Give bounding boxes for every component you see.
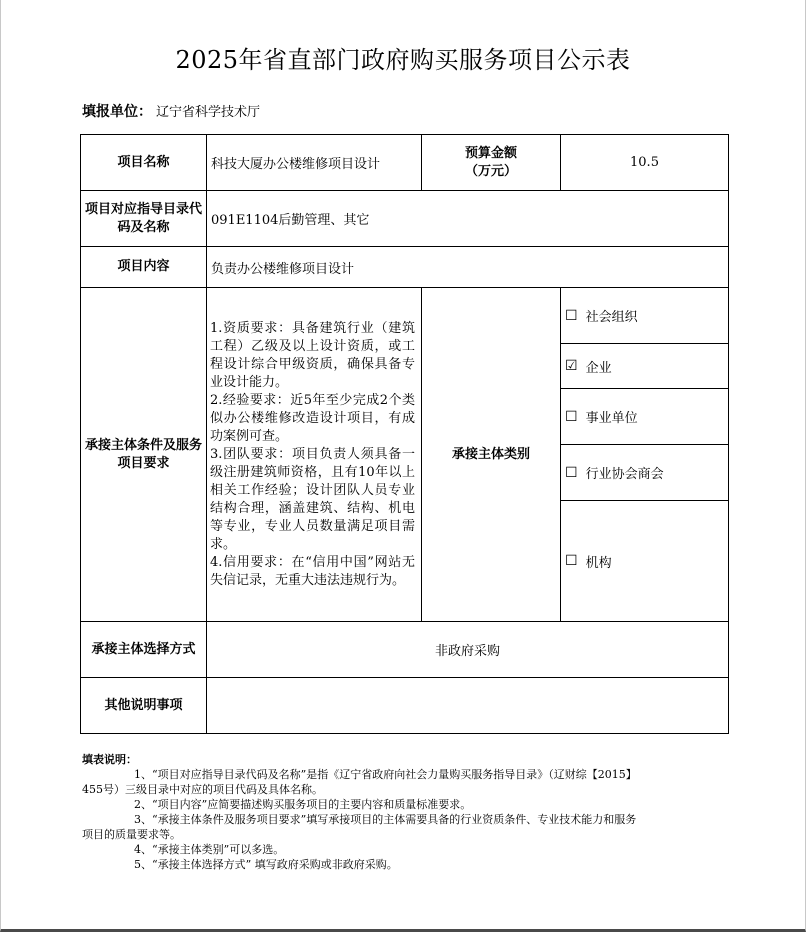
selection-value: 非政府采购 bbox=[207, 622, 729, 678]
row-other bbox=[81, 678, 729, 734]
project-name-label: 项目名称 bbox=[81, 135, 207, 191]
requirement-item: 3.团队要求：项目负责人须具备一级注册建筑师资格，且有10年以上相关工作经验；设计团队人员专业结构合理，涵盖建筑、结构、机电等专业，专业人员数量满足项目需求。 bbox=[210, 446, 415, 552]
selection-label: 承接主体选择方式 bbox=[81, 622, 207, 678]
requirement-item: 2.经验要求：近5年至少完成2个类似办公楼维修改造设计项目，有成功案例可查。 bbox=[210, 392, 415, 444]
page-title: 2025年省直部门政府购买服务项目公示表 bbox=[175, 46, 631, 74]
reporting-unit bbox=[82, 101, 260, 121]
instruction-1-cont: 455号）三级目录中对应的项目代码及具体名称。 bbox=[82, 783, 323, 796]
type-option-label: 企业 bbox=[585, 360, 612, 376]
type-option-social-org[interactable] bbox=[561, 288, 728, 344]
row-conditions bbox=[81, 288, 729, 622]
row-selection bbox=[81, 622, 729, 678]
instruction-5: 5、“承接主体选择方式” 填写政府采购或非政府采购。 bbox=[134, 858, 398, 871]
budget-label bbox=[422, 135, 561, 191]
reporting-unit-label: 填报单位： bbox=[82, 104, 152, 120]
checkbox-unchecked-icon[interactable]: ☐ bbox=[565, 408, 578, 425]
checkbox-unchecked-icon[interactable]: ☐ bbox=[565, 464, 578, 481]
reporting-unit-value: 辽宁省科学技术厅 bbox=[156, 105, 261, 120]
requirements-cell bbox=[207, 288, 422, 622]
instruction-3: 3、“承接主体条件及服务项目要求”填写承接项目的主体需要具备的行业资质条件、专业技术能力和服务 bbox=[134, 813, 637, 826]
type-option-label: 社会组织 bbox=[585, 310, 638, 325]
type-option-label: 事业单位 bbox=[585, 411, 638, 426]
budget-label-line2: （万元） bbox=[464, 163, 517, 179]
other-value bbox=[207, 678, 729, 734]
type-option-agency[interactable] bbox=[561, 501, 728, 621]
row-project-name bbox=[81, 135, 729, 191]
checkbox-unchecked-icon[interactable]: ☐ bbox=[565, 307, 578, 324]
requirement-item: 1.资质要求：具备建筑行业（建筑工程）乙级及以上设计资质，或工程设计综合甲级资质，确保具备专业设计能力。 bbox=[210, 320, 415, 390]
type-option-label: 行业协会商会 bbox=[585, 467, 664, 482]
type-option-label: 机构 bbox=[585, 555, 612, 571]
other-label: 其他说明事项 bbox=[81, 678, 207, 734]
project-name-value: 科技大厦办公楼维修项目设计 bbox=[207, 135, 422, 191]
instructions-heading: 填表说明： bbox=[82, 753, 137, 766]
budget-value: 10.5 bbox=[561, 135, 729, 191]
instruction-1: 1、“项目对应指导目录代码及名称”是指《辽宁省政府向社会力量购买服务指导目录》（辽财综【2015】 bbox=[134, 768, 637, 781]
instructions bbox=[82, 752, 732, 872]
content-value: 负责办公楼维修项目设计 bbox=[207, 247, 729, 288]
instruction-3-cont: 项目的质量要求等。 bbox=[82, 828, 181, 841]
project-table bbox=[80, 134, 729, 734]
requirement-item: 4.信用要求：在“信用中国”网站无失信记录，无重大违法违规行为。 bbox=[210, 554, 415, 588]
content-label: 项目内容 bbox=[81, 247, 207, 288]
row-content bbox=[81, 247, 729, 288]
checkbox-checked-icon[interactable]: ☑ bbox=[565, 358, 578, 374]
budget-label-line1: 预算金额 bbox=[464, 145, 517, 161]
checkbox-unchecked-icon[interactable]: ☐ bbox=[565, 553, 578, 569]
instruction-4: 4、“承接主体类别”可以多选。 bbox=[134, 843, 285, 856]
type-label: 承接主体类别 bbox=[422, 288, 561, 622]
type-options-cell bbox=[561, 288, 729, 622]
code-label: 项目对应指导目录代码及名称 bbox=[81, 191, 207, 247]
code-value: 091E1104后勤管理、其它 bbox=[207, 191, 729, 247]
type-option-industry-association[interactable] bbox=[561, 445, 728, 501]
row-code bbox=[81, 191, 729, 247]
conditions-label: 承接主体条件及服务项目要求 bbox=[81, 288, 207, 622]
type-option-enterprise[interactable] bbox=[561, 344, 728, 389]
type-option-public-institution[interactable] bbox=[561, 389, 728, 445]
instruction-2: 2、“项目内容”应简要描述购买服务项目的主要内容和质量标准要求。 bbox=[134, 798, 472, 811]
